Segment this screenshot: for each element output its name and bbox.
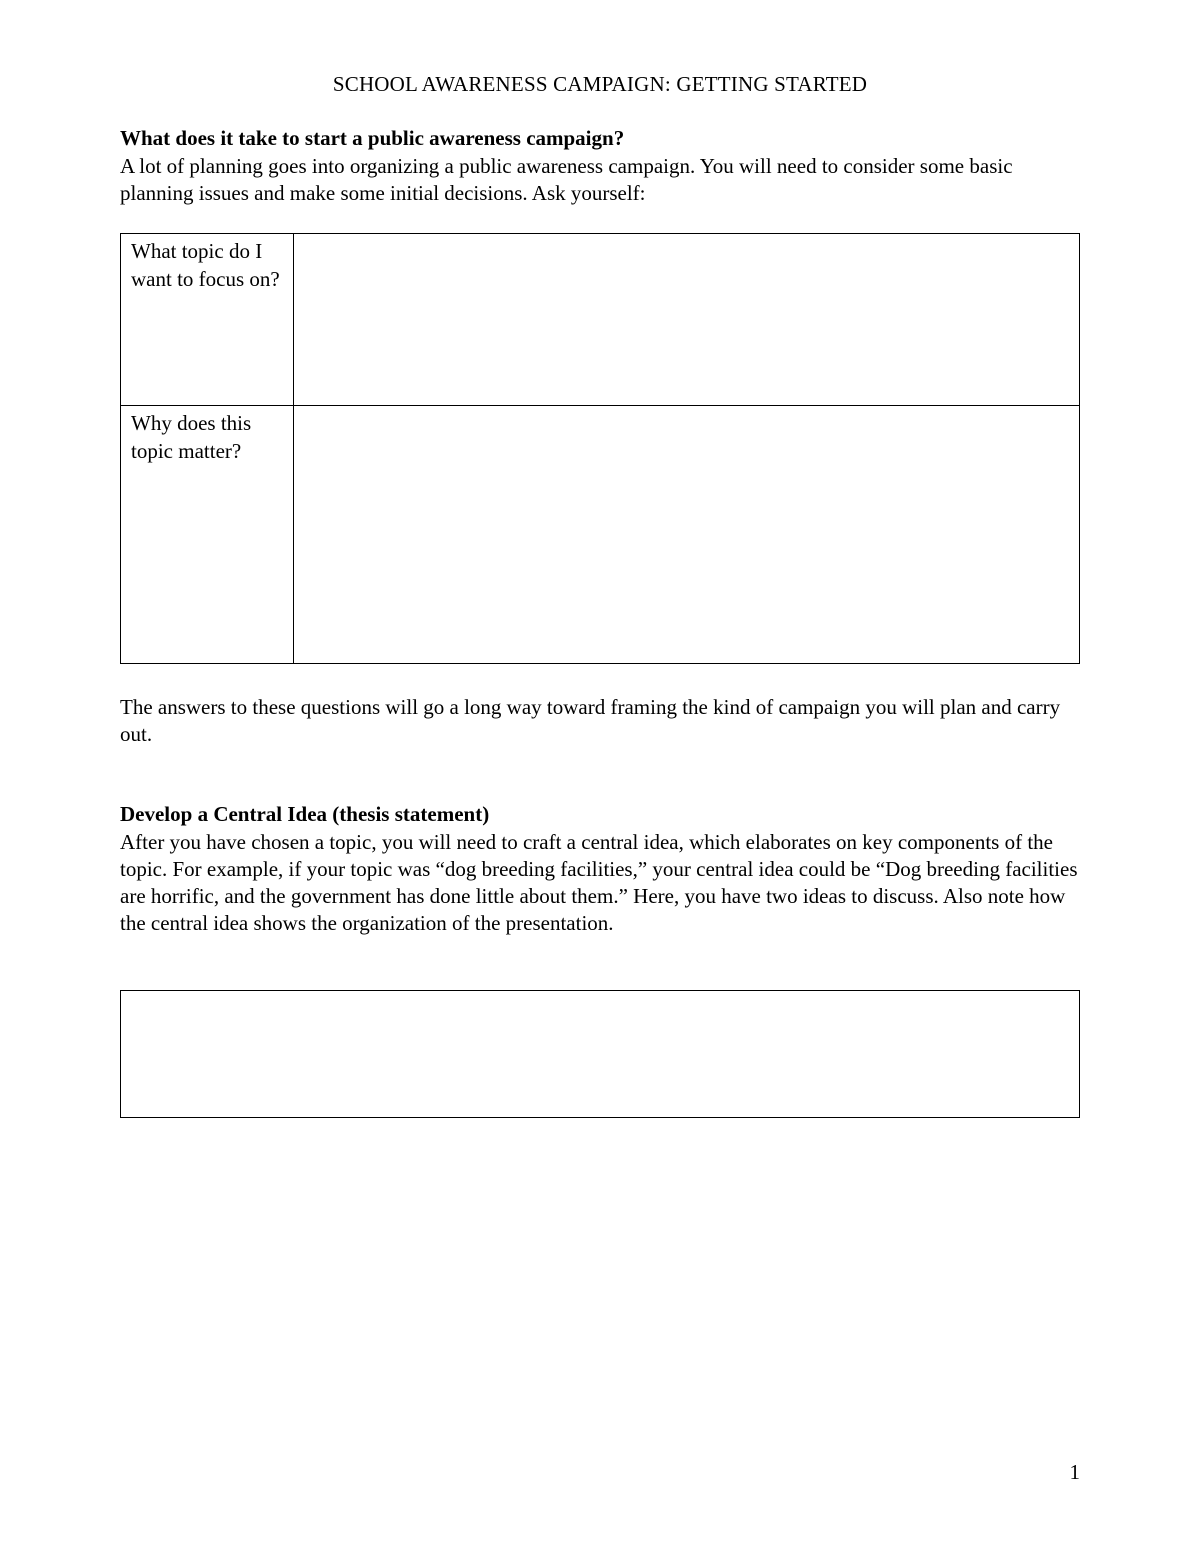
section-heading-central-idea: Develop a Central Idea (thesis statement) xyxy=(120,802,490,826)
question-label-why-matter: Why does this topic matter? xyxy=(121,406,294,664)
section-paragraph-central-idea: After you have chosen a topic, you will need to craft a central idea, which elaborates on key components of the topic. For example, if your topic was “dog breeding facilities,” your central idea could be “Dog breeding facilities are horrific, and the government has done little about them.” Here, you have two ideas to discuss. Also note how the central idea shows the organization of the presentation. xyxy=(120,830,1078,935)
page-title: SCHOOL AWARENESS CAMPAIGN: GETTING STARTED xyxy=(332,72,868,96)
page-number: 1 xyxy=(1069,1460,1080,1484)
answer-cell-topic[interactable] xyxy=(294,234,1080,406)
planning-questions-table xyxy=(120,233,1080,664)
answers-paragraph: The answers to these questions will go a long way toward framing the kind of campaign you will plan and carry out. xyxy=(120,695,1061,746)
table-row xyxy=(121,234,1080,406)
section-heading-start-campaign: What does it take to start a public awareness campaign? xyxy=(120,126,625,150)
central-idea-answer-box[interactable] xyxy=(120,990,1080,1118)
question-label-topic: What topic do I want to focus on? xyxy=(121,234,294,406)
answer-cell-why-matter[interactable] xyxy=(294,406,1080,664)
table-row xyxy=(121,406,1080,664)
section-paragraph-planning: A lot of planning goes into organizing a public awareness campaign. You will need to consider some basic planning issues and make some initial decisions. Ask yourself: xyxy=(120,154,1013,205)
